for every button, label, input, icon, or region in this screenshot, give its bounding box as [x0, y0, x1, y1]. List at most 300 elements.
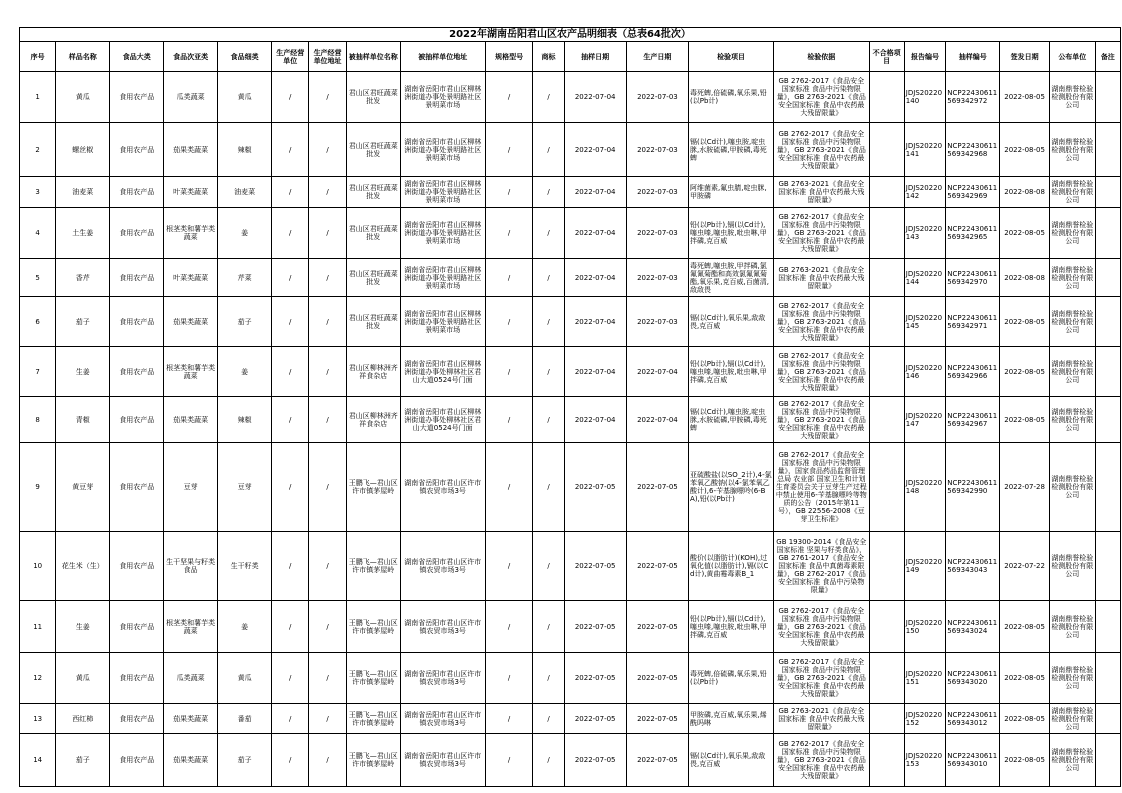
col-header: 生产经营单位: [272, 42, 309, 72]
cell-failed-items: [869, 123, 904, 177]
cell-spec: /: [485, 259, 533, 297]
cell-producer-address: /: [309, 443, 346, 532]
cell-producer-address: /: [309, 208, 346, 259]
cell-test-basis: GB 2762-2017《食品安全国家标准 食品中污染物限量》，GB 2763-2021《食品安全国家标准 食品中农药最大残留限量》: [774, 208, 869, 259]
cell-sampling-date: 2022-07-05: [564, 601, 626, 653]
cell-sampled-address: 湖南省岳阳市君山区柳林洲街道办事处景明路社区景明菜市场: [400, 297, 485, 347]
cell-sampled-address: 湖南省岳阳市君山区许市镇农贸市场3号: [400, 532, 485, 601]
cell-producer: /: [272, 734, 309, 787]
cell-subcategory: 豆芽: [164, 443, 218, 532]
cell-sampled-address: 湖南省岳阳市君山区柳林洲街道办事处景明路社区景明菜市场: [400, 177, 485, 208]
table-row: [20, 734, 1121, 787]
cell-producer: /: [272, 259, 309, 297]
cell-sampled-unit: 王鹏飞—君山区许市镇茅屋岭: [346, 704, 400, 734]
cell-sampling-date: 2022-07-04: [564, 347, 626, 397]
cell-issue-date: 2022-08-05: [1000, 653, 1050, 704]
cell-production-date: 2022-07-05: [626, 704, 688, 734]
table-body: [20, 72, 1121, 787]
cell-publisher: 湖南鼎誉检验检测股份有限公司: [1050, 297, 1096, 347]
cell-sampled-unit: 王鹏飞—君山区许市镇茅屋岭: [346, 601, 400, 653]
cell-subcategory: 根茎类和薯芋类蔬菜: [164, 347, 218, 397]
cell-issue-date: 2022-08-05: [1000, 123, 1050, 177]
cell-sample-no: NCP22430611569342965: [946, 208, 1000, 259]
cell-spec: /: [485, 734, 533, 787]
cell-sampling-date: 2022-07-05: [564, 734, 626, 787]
cell-sampled-address: 湖南省岳阳市君山区许市镇农贸市场3号: [400, 734, 485, 787]
cell-index: 4: [20, 208, 56, 259]
cell-sample-no: NCP22430611569342970: [946, 259, 1000, 297]
cell-sample-name: 黄瓜: [56, 72, 110, 123]
cell-test-basis: GB 2762-2017《食品安全国家标准 食品中污染物限量》，GB 2763-2021《食品安全国家标准 食品中农药最大残留限量》: [774, 123, 869, 177]
cell-issue-date: 2022-07-28: [1000, 443, 1050, 532]
cell-test-basis: GB 2762-2017《食品安全国家标准 食品中污染物限量》，GB 2763-2021《食品安全国家标准 食品中农药最大残留限量》: [774, 653, 869, 704]
cell-remark: [1095, 259, 1120, 297]
cell-report-no: JDJS20220152: [904, 704, 945, 734]
cell-sampled-unit: 君山区君旺蔬菜批发: [346, 72, 400, 123]
cell-issue-date: 2022-08-05: [1000, 72, 1050, 123]
cell-sample-no: NCP22430611569343024: [946, 601, 1000, 653]
cell-brand: /: [533, 259, 564, 297]
cell-index: 12: [20, 653, 56, 704]
cell-spec: /: [485, 601, 533, 653]
cell-sampled-unit: 君山区君旺蔬菜批发: [346, 177, 400, 208]
cell-report-no: JDJS20220151: [904, 653, 945, 704]
cell-producer-address: /: [309, 704, 346, 734]
cell-test-items: 酸价(以脂肪计)(KOH),过氧化值(以脂肪计),镉(以Cd计),黄曲霉毒素B_1: [689, 532, 774, 601]
cell-brand: /: [533, 532, 564, 601]
cell-test-items: 毒死蜱,噻虫胺,甲拌磷,氯氟氰菊酯和高效氯氟氰菊酯,氧乐果,克百威,百菌清,敌敌畏: [689, 259, 774, 297]
cell-sampling-date: 2022-07-05: [564, 443, 626, 532]
cell-spec: /: [485, 397, 533, 443]
cell-subcategory: 茄果类蔬菜: [164, 704, 218, 734]
cell-sampled-address: 湖南省岳阳市君山区柳林洲街道办事处柳林社区君山大道0524号门面: [400, 347, 485, 397]
cell-index: 6: [20, 297, 56, 347]
cell-sampling-date: 2022-07-04: [564, 177, 626, 208]
cell-index: 3: [20, 177, 56, 208]
cell-remark: [1095, 123, 1120, 177]
cell-sampling-date: 2022-07-04: [564, 123, 626, 177]
cell-brand: /: [533, 208, 564, 259]
cell-test-items: 阿维菌素,氟虫腈,啶虫脒,甲胺磷: [689, 177, 774, 208]
cell-subcategory: 茄果类蔬菜: [164, 734, 218, 787]
cell-report-no: JDJS20220145: [904, 297, 945, 347]
cell-brand: /: [533, 653, 564, 704]
cell-sample-name: 油麦菜: [56, 177, 110, 208]
cell-subcategory: 生干坚果与籽类食品: [164, 532, 218, 601]
cell-sampled-address: 湖南省岳阳市君山区柳林洲街道办事处景明路社区景明菜市场: [400, 72, 485, 123]
cell-category: 食用农产品: [110, 397, 164, 443]
sample-detail-sheet: [19, 27, 1121, 787]
cell-publisher: 湖南鼎誉检验检测股份有限公司: [1050, 443, 1096, 532]
cell-type: 番茄: [218, 704, 272, 734]
cell-sampled-address: 湖南省岳阳市君山区许市镇农贸市场3号: [400, 443, 485, 532]
cell-remark: [1095, 347, 1120, 397]
cell-producer-address: /: [309, 653, 346, 704]
cell-spec: /: [485, 347, 533, 397]
cell-failed-items: [869, 259, 904, 297]
cell-sampled-address: 湖南省岳阳市君山区柳林洲街道办事处柳林社区君山大道0524号门面: [400, 397, 485, 443]
cell-sample-name: 生姜: [56, 601, 110, 653]
cell-remark: [1095, 208, 1120, 259]
col-header: 序号: [20, 42, 56, 72]
cell-producer: /: [272, 347, 309, 397]
table-row: [20, 72, 1121, 123]
col-header: 检验依据: [774, 42, 869, 72]
page-title: 2022年湖南岳阳君山区农产品明细表（总表64批次）: [20, 28, 1121, 42]
cell-subcategory: 瓜类蔬菜: [164, 72, 218, 123]
cell-sampled-address: 湖南省岳阳市君山区许市镇农贸市场3号: [400, 601, 485, 653]
cell-test-items: 毒死蜱,倍硫磷,氧乐果,铅(以Pb计): [689, 72, 774, 123]
cell-producer-address: /: [309, 532, 346, 601]
cell-producer: /: [272, 123, 309, 177]
cell-type: 黄瓜: [218, 72, 272, 123]
cell-index: 9: [20, 443, 56, 532]
cell-producer: /: [272, 704, 309, 734]
cell-issue-date: 2022-08-05: [1000, 347, 1050, 397]
col-header: 抽样编号: [946, 42, 1000, 72]
col-header: 检验项目: [689, 42, 774, 72]
cell-type: 黄瓜: [218, 653, 272, 704]
col-header: 被抽样单位地址: [400, 42, 485, 72]
cell-type: 豆芽: [218, 443, 272, 532]
cell-producer: /: [272, 72, 309, 123]
cell-type: 芹菜: [218, 259, 272, 297]
cell-category: 食用农产品: [110, 601, 164, 653]
cell-subcategory: 根茎类和薯芋类蔬菜: [164, 208, 218, 259]
table-row: [20, 601, 1121, 653]
cell-producer: /: [272, 601, 309, 653]
cell-index: 1: [20, 72, 56, 123]
table-row: [20, 704, 1121, 734]
cell-report-no: JDJS20220148: [904, 443, 945, 532]
cell-producer-address: /: [309, 259, 346, 297]
cell-issue-date: 2022-08-05: [1000, 734, 1050, 787]
col-header: 食品大类: [110, 42, 164, 72]
cell-production-date: 2022-07-05: [626, 601, 688, 653]
cell-test-basis: GB 2762-2017《食品安全国家标准 食品中污染物限量》，国家食品药品监督管理总局 农业部 国家卫生和计划生育委员会关于豆芽生产过程中禁止使用6-苄基腺嘌呤等物质的公告（2015年第11号），GB 22556-2008《豆芽卫生标准》: [774, 443, 869, 532]
cell-producer: /: [272, 443, 309, 532]
cell-sample-name: 土生姜: [56, 208, 110, 259]
cell-publisher: 湖南鼎誉检验检测股份有限公司: [1050, 601, 1096, 653]
cell-subcategory: 茄果类蔬菜: [164, 123, 218, 177]
cell-test-basis: GB 2763-2021《食品安全国家标准 食品中农药最大残留限量》: [774, 259, 869, 297]
cell-sample-no: NCP22430611569343012: [946, 704, 1000, 734]
cell-failed-items: [869, 653, 904, 704]
cell-type: 姜: [218, 601, 272, 653]
table-row: [20, 347, 1121, 397]
table-row: [20, 259, 1121, 297]
cell-remark: [1095, 601, 1120, 653]
cell-type: 辣椒: [218, 123, 272, 177]
cell-sample-no: NCP22430611569342969: [946, 177, 1000, 208]
cell-sample-name: 青椒: [56, 397, 110, 443]
cell-spec: /: [485, 532, 533, 601]
cell-sampling-date: 2022-07-05: [564, 532, 626, 601]
cell-failed-items: [869, 443, 904, 532]
table-row: [20, 653, 1121, 704]
cell-test-items: 镉(以Cd计),噻虫胺,啶虫脒,水胺硫磷,甲胺磷,毒死蜱: [689, 397, 774, 443]
cell-publisher: 湖南鼎誉检验检测股份有限公司: [1050, 397, 1096, 443]
cell-sampled-unit: 君山区君旺蔬菜批发: [346, 297, 400, 347]
cell-publisher: 湖南鼎誉检验检测股份有限公司: [1050, 653, 1096, 704]
table-row: [20, 397, 1121, 443]
cell-brand: /: [533, 177, 564, 208]
col-header: 报告编号: [904, 42, 945, 72]
cell-failed-items: [869, 72, 904, 123]
col-header: 食品次亚类: [164, 42, 218, 72]
cell-publisher: 湖南鼎誉检验检测股份有限公司: [1050, 72, 1096, 123]
cell-type: 油麦菜: [218, 177, 272, 208]
cell-brand: /: [533, 734, 564, 787]
cell-category: 食用农产品: [110, 347, 164, 397]
cell-category: 食用农产品: [110, 443, 164, 532]
cell-remark: [1095, 72, 1120, 123]
cell-failed-items: [869, 177, 904, 208]
cell-sampled-address: 湖南省岳阳市君山区许市镇农贸市场3号: [400, 653, 485, 704]
cell-type: 茄子: [218, 734, 272, 787]
cell-sampled-unit: 君山区柳林洲齐祥食杂店: [346, 347, 400, 397]
col-header: 样品名称: [56, 42, 110, 72]
cell-test-items: 铅(以Pb计),镉(以Cd计),噻虫嗪,噻虫胺,吡虫啉,甲拌磷,克百威: [689, 208, 774, 259]
cell-subcategory: 茄果类蔬菜: [164, 297, 218, 347]
cell-sample-no: NCP22430611569342972: [946, 72, 1000, 123]
cell-sample-no: NCP22430611569343010: [946, 734, 1000, 787]
col-header: 备注: [1095, 42, 1120, 72]
cell-remark: [1095, 653, 1120, 704]
cell-sampled-address: 湖南省岳阳市君山区柳林洲街道办事处景明路社区景明菜市场: [400, 123, 485, 177]
cell-brand: /: [533, 601, 564, 653]
cell-issue-date: 2022-08-05: [1000, 208, 1050, 259]
cell-sample-name: 茄子: [56, 734, 110, 787]
cell-index: 14: [20, 734, 56, 787]
cell-sample-no: NCP22430611569342971: [946, 297, 1000, 347]
cell-issue-date: 2022-08-05: [1000, 704, 1050, 734]
cell-sample-name: 黄豆芽: [56, 443, 110, 532]
cell-sampled-unit: 王鹏飞—君山区许市镇茅屋岭: [346, 653, 400, 704]
cell-spec: /: [485, 443, 533, 532]
cell-issue-date: 2022-08-05: [1000, 601, 1050, 653]
cell-publisher: 湖南鼎誉检验检测股份有限公司: [1050, 259, 1096, 297]
cell-test-basis: GB 2762-2017《食品安全国家标准 食品中污染物限量》，GB 2763-2021《食品安全国家标准 食品中农药最大残留限量》: [774, 601, 869, 653]
cell-producer: /: [272, 532, 309, 601]
cell-issue-date: 2022-08-05: [1000, 297, 1050, 347]
cell-sampled-address: 湖南省岳阳市君山区许市镇农贸市场3号: [400, 704, 485, 734]
cell-brand: /: [533, 443, 564, 532]
cell-sampling-date: 2022-07-04: [564, 397, 626, 443]
cell-sampled-unit: 君山区柳林洲齐祥食杂店: [346, 397, 400, 443]
cell-category: 食用农产品: [110, 259, 164, 297]
table-row: [20, 177, 1121, 208]
cell-sample-name: 螺丝椒: [56, 123, 110, 177]
cell-publisher: 湖南鼎誉检验检测股份有限公司: [1050, 177, 1096, 208]
cell-remark: [1095, 397, 1120, 443]
cell-report-no: JDJS20220140: [904, 72, 945, 123]
cell-sampled-unit: 君山区君旺蔬菜批发: [346, 123, 400, 177]
cell-report-no: JDJS20220146: [904, 347, 945, 397]
cell-producer-address: /: [309, 72, 346, 123]
cell-sample-no: NCP22430611569342967: [946, 397, 1000, 443]
col-header: 生产经营单位地址: [309, 42, 346, 72]
cell-brand: /: [533, 347, 564, 397]
cell-test-items: 铅(以Pb计),镉(以Cd计),噻虫嗪,噻虫胺,吡虫啉,甲拌磷,克百威: [689, 601, 774, 653]
cell-index: 8: [20, 397, 56, 443]
cell-report-no: JDJS20220144: [904, 259, 945, 297]
cell-remark: [1095, 177, 1120, 208]
cell-test-basis: GB 2763-2021《食品安全国家标准 食品中农药最大残留限量》: [774, 704, 869, 734]
col-header: 食品细类: [218, 42, 272, 72]
cell-producer-address: /: [309, 297, 346, 347]
table-row: [20, 443, 1121, 532]
cell-failed-items: [869, 208, 904, 259]
cell-category: 食用农产品: [110, 177, 164, 208]
cell-failed-items: [869, 704, 904, 734]
cell-sampled-unit: 王鹏飞—君山区许市镇茅屋岭: [346, 443, 400, 532]
cell-producer: /: [272, 177, 309, 208]
cell-producer: /: [272, 297, 309, 347]
cell-test-items: 镉(以Cd计),氧乐果,敌敌畏,克百威: [689, 297, 774, 347]
cell-remark: [1095, 443, 1120, 532]
cell-spec: /: [485, 297, 533, 347]
cell-test-basis: GB 19300-2014《食品安全国家标准 坚果与籽类食品》，GB 2761-2017《食品安全国家标准 食品中真菌毒素限量》，GB 2762-2017《食品安全国家标准 食品中污染物限量》: [774, 532, 869, 601]
cell-publisher: 湖南鼎誉检验检测股份有限公司: [1050, 123, 1096, 177]
cell-test-basis: GB 2762-2017《食品安全国家标准 食品中污染物限量》，GB 2763-2021《食品安全国家标准 食品中农药最大残留限量》: [774, 347, 869, 397]
cell-sample-no: NCP22430611569342966: [946, 347, 1000, 397]
cell-index: 13: [20, 704, 56, 734]
cell-publisher: 湖南鼎誉检验检测股份有限公司: [1050, 208, 1096, 259]
cell-sample-no: NCP22430611569343043: [946, 532, 1000, 601]
cell-producer: /: [272, 653, 309, 704]
cell-type: 茄子: [218, 297, 272, 347]
cell-production-date: 2022-07-03: [626, 177, 688, 208]
cell-subcategory: 叶菜类蔬菜: [164, 177, 218, 208]
cell-index: 11: [20, 601, 56, 653]
col-header: 被抽样单位名称: [346, 42, 400, 72]
cell-sampling-date: 2022-07-04: [564, 72, 626, 123]
cell-index: 2: [20, 123, 56, 177]
cell-production-date: 2022-07-04: [626, 347, 688, 397]
table-row: [20, 123, 1121, 177]
cell-spec: /: [485, 208, 533, 259]
title-row: [20, 28, 1121, 42]
cell-production-date: 2022-07-05: [626, 653, 688, 704]
cell-brand: /: [533, 397, 564, 443]
cell-production-date: 2022-07-05: [626, 532, 688, 601]
cell-production-date: 2022-07-03: [626, 208, 688, 259]
table-row: [20, 297, 1121, 347]
cell-failed-items: [869, 297, 904, 347]
cell-production-date: 2022-07-03: [626, 259, 688, 297]
cell-subcategory: 瓜类蔬菜: [164, 653, 218, 704]
cell-remark: [1095, 704, 1120, 734]
cell-sample-name: 西红柿: [56, 704, 110, 734]
cell-sampling-date: 2022-07-04: [564, 208, 626, 259]
cell-remark: [1095, 734, 1120, 787]
cell-category: 食用农产品: [110, 734, 164, 787]
cell-category: 食用农产品: [110, 72, 164, 123]
cell-producer-address: /: [309, 347, 346, 397]
col-header: 规格型号: [485, 42, 533, 72]
cell-category: 食用农产品: [110, 532, 164, 601]
cell-remark: [1095, 532, 1120, 601]
col-header: 签发日期: [1000, 42, 1050, 72]
cell-issue-date: 2022-08-05: [1000, 397, 1050, 443]
cell-report-no: JDJS20220147: [904, 397, 945, 443]
cell-producer-address: /: [309, 734, 346, 787]
cell-producer-address: /: [309, 123, 346, 177]
cell-spec: /: [485, 72, 533, 123]
cell-brand: /: [533, 297, 564, 347]
cell-report-no: JDJS20220149: [904, 532, 945, 601]
cell-report-no: JDJS20220150: [904, 601, 945, 653]
cell-test-basis: GB 2762-2017《食品安全国家标准 食品中污染物限量》，GB 2763-2021《食品安全国家标准 食品中农药最大残留限量》: [774, 397, 869, 443]
cell-failed-items: [869, 347, 904, 397]
cell-producer-address: /: [309, 177, 346, 208]
cell-issue-date: 2022-07-22: [1000, 532, 1050, 601]
sample-table: [19, 27, 1121, 787]
cell-category: 食用农产品: [110, 653, 164, 704]
cell-sample-no: NCP22430611569343020: [946, 653, 1000, 704]
col-header: 抽样日期: [564, 42, 626, 72]
cell-sampled-unit: 王鹏飞—君山区许市镇茅屋岭: [346, 532, 400, 601]
cell-spec: /: [485, 123, 533, 177]
cell-sample-no: NCP22430611569342968: [946, 123, 1000, 177]
cell-sample-name: 花生米（生）: [56, 532, 110, 601]
cell-spec: /: [485, 704, 533, 734]
cell-sampling-date: 2022-07-05: [564, 704, 626, 734]
cell-publisher: 湖南鼎誉检验检测股份有限公司: [1050, 734, 1096, 787]
cell-sampled-unit: 王鹏飞—君山区许市镇茅屋岭: [346, 734, 400, 787]
cell-type: 姜: [218, 208, 272, 259]
cell-remark: [1095, 297, 1120, 347]
cell-issue-date: 2022-08-08: [1000, 177, 1050, 208]
cell-test-basis: GB 2762-2017《食品安全国家标准 食品中污染物限量》，GB 2763-2021《食品安全国家标准 食品中农药最大残留限量》: [774, 297, 869, 347]
cell-subcategory: 叶菜类蔬菜: [164, 259, 218, 297]
cell-test-items: 镉(以Cd计),氧乐果,敌敌畏,克百威: [689, 734, 774, 787]
cell-category: 食用农产品: [110, 297, 164, 347]
cell-issue-date: 2022-08-08: [1000, 259, 1050, 297]
cell-test-items: 甲胺磷,克百威,氧乐果,烯酰吗啉: [689, 704, 774, 734]
cell-publisher: 湖南鼎誉检验检测股份有限公司: [1050, 532, 1096, 601]
cell-type: 辣椒: [218, 397, 272, 443]
cell-sampling-date: 2022-07-04: [564, 297, 626, 347]
table-row: [20, 532, 1121, 601]
cell-report-no: JDJS20220142: [904, 177, 945, 208]
cell-sampling-date: 2022-07-05: [564, 653, 626, 704]
cell-publisher: 湖南鼎誉检验检测股份有限公司: [1050, 347, 1096, 397]
cell-production-date: 2022-07-03: [626, 297, 688, 347]
cell-sampled-unit: 君山区君旺蔬菜批发: [346, 259, 400, 297]
col-header: 公布单位: [1050, 42, 1096, 72]
cell-index: 7: [20, 347, 56, 397]
cell-sample-name: 茄子: [56, 297, 110, 347]
cell-producer: /: [272, 397, 309, 443]
cell-sampled-address: 湖南省岳阳市君山区柳林洲街道办事处景明路社区景明菜市场: [400, 259, 485, 297]
cell-sampled-unit: 君山区君旺蔬菜批发: [346, 208, 400, 259]
cell-test-items: 亚硫酸盐(以SO_2计),4-氯苯氧乙酸钠(以4-氯苯氧乙酸计),6-苄基腺嘌呤(6-BA),铅(以Pb计): [689, 443, 774, 532]
cell-type: 生干籽类: [218, 532, 272, 601]
cell-brand: /: [533, 123, 564, 177]
header-row: [20, 42, 1121, 72]
cell-test-items: 铅(以Pb计),镉(以Cd计),噻虫嗪,噻虫胺,吡虫啉,甲拌磷,克百威: [689, 347, 774, 397]
cell-category: 食用农产品: [110, 704, 164, 734]
cell-production-date: 2022-07-03: [626, 123, 688, 177]
cell-producer: /: [272, 208, 309, 259]
col-header: 不合格项目: [869, 42, 904, 72]
cell-sample-no: NCP22430611569342990: [946, 443, 1000, 532]
cell-report-no: JDJS20220153: [904, 734, 945, 787]
cell-test-basis: GB 2763-2021《食品安全国家标准 食品中农药最大残留限量》: [774, 177, 869, 208]
cell-sample-name: 黄瓜: [56, 653, 110, 704]
